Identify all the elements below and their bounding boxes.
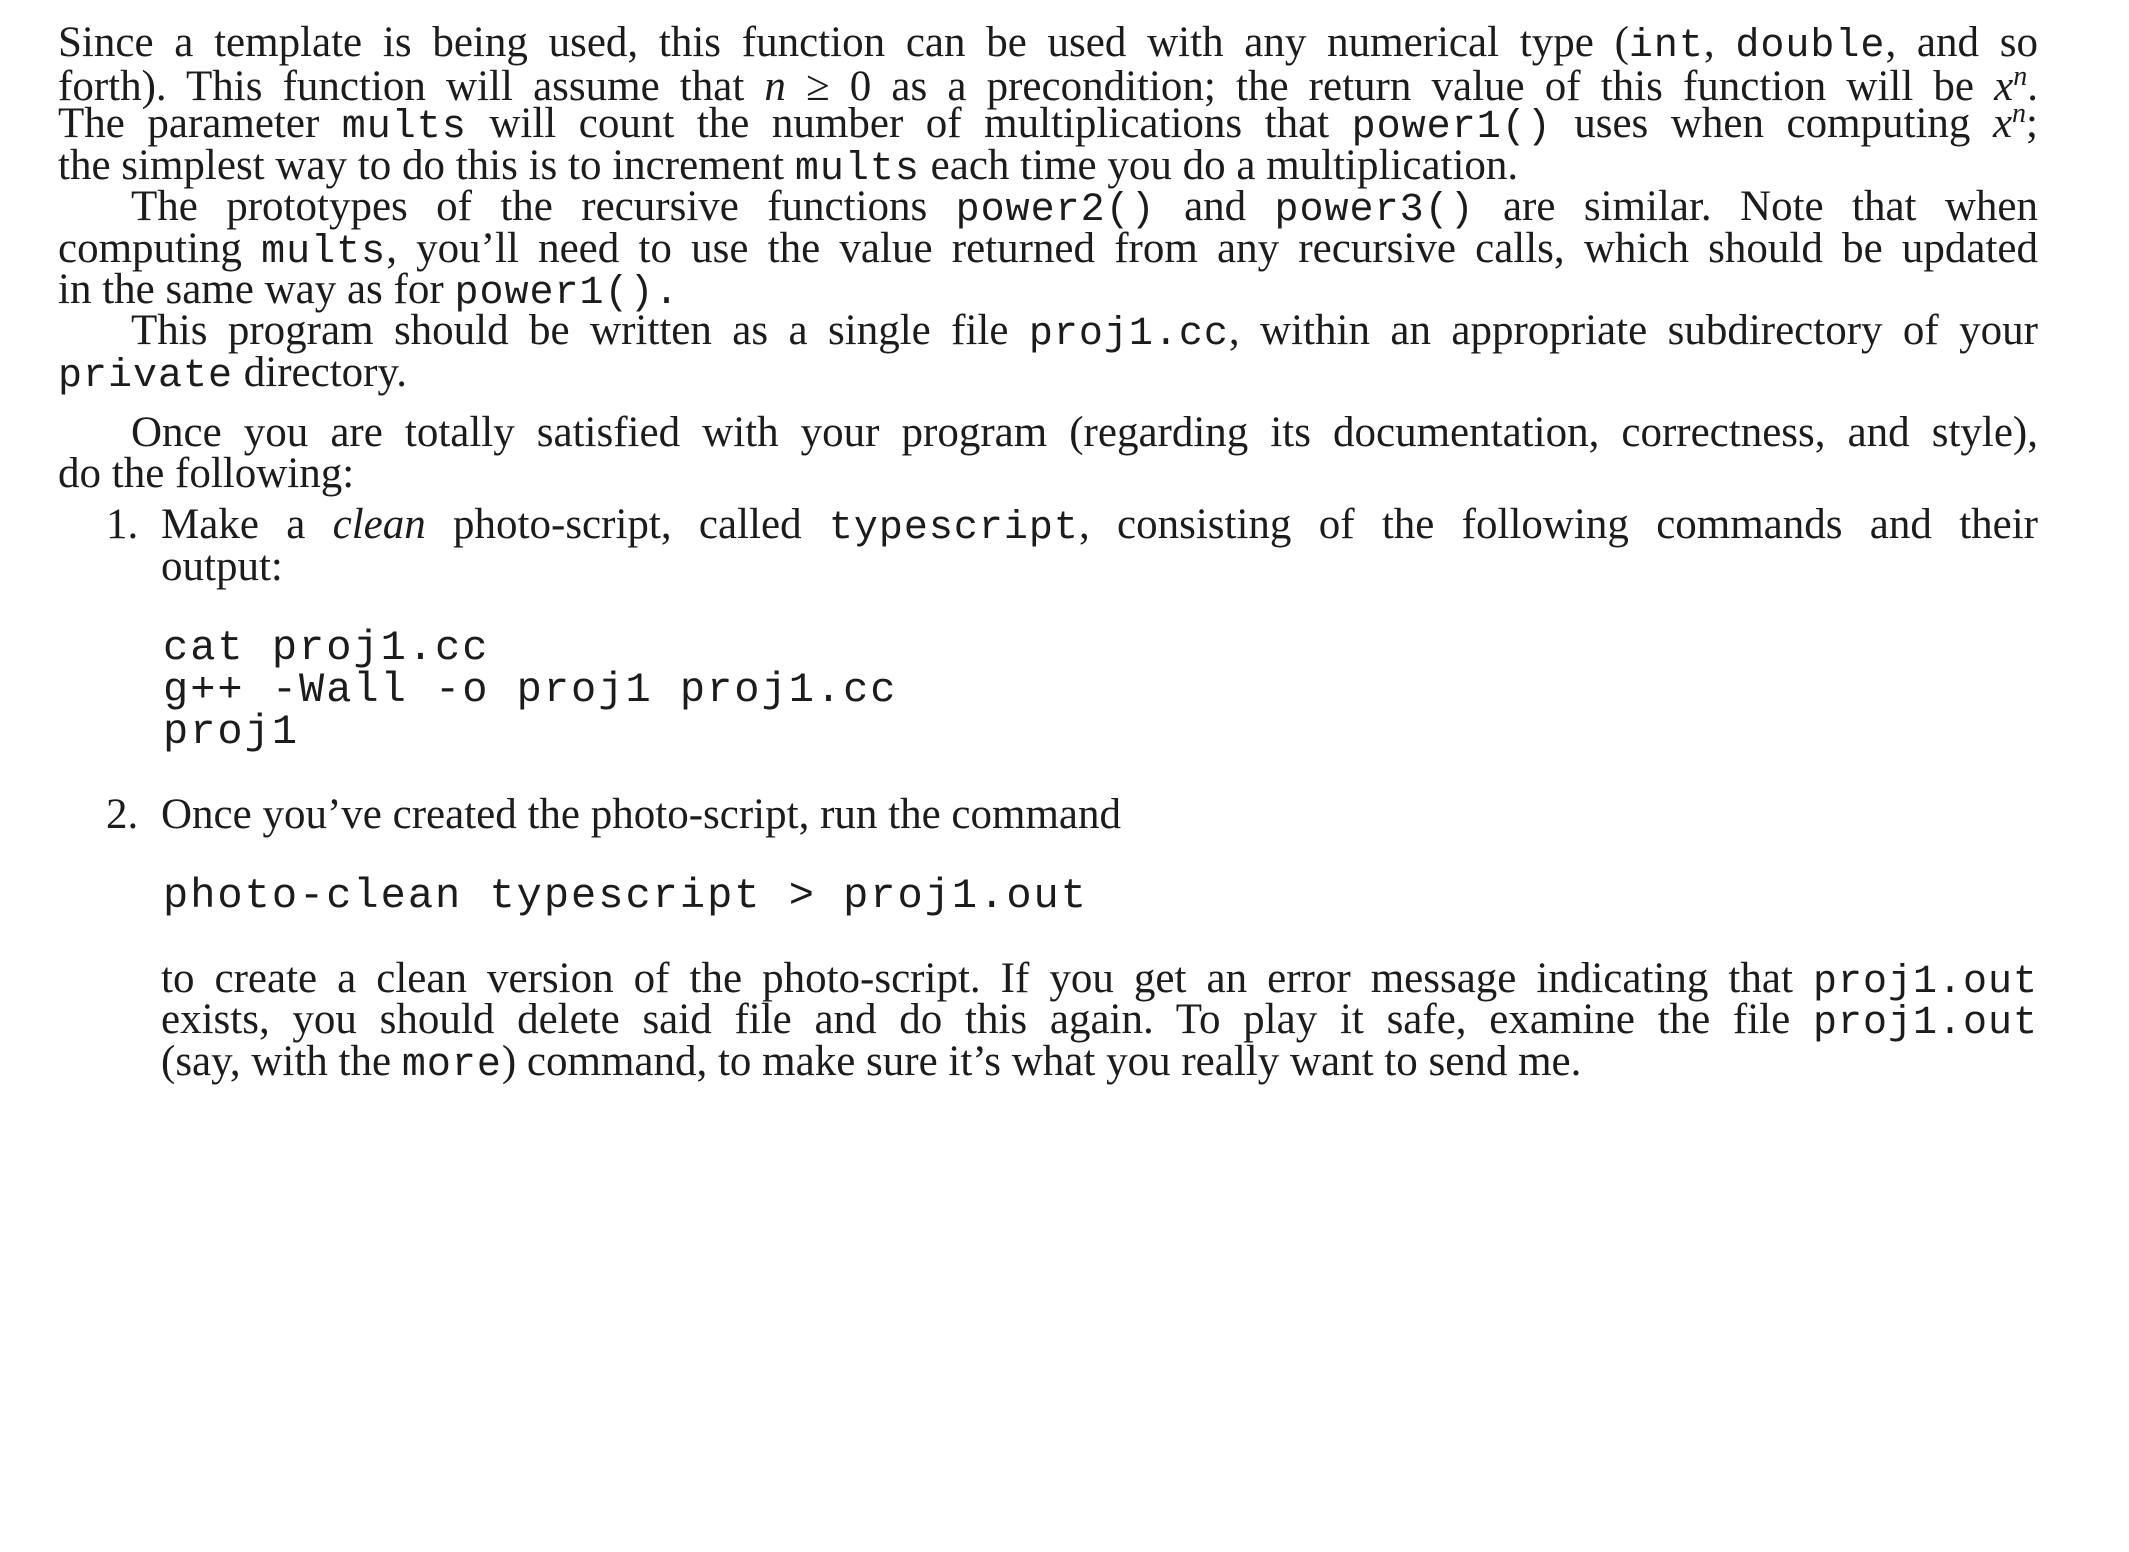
text: This program should be written as a single file <box>131 307 1029 354</box>
math-n: n <box>764 63 786 110</box>
code-line: photo-clean typescript > proj1.out <box>163 872 1088 920</box>
text: exists, you should delete said file and do this again. To play it safe, examine the file <box>161 996 1813 1043</box>
code-mults: mults <box>261 230 387 275</box>
text: The parameter <box>58 100 342 147</box>
code-power2: power2() <box>955 188 1156 233</box>
text: , <box>1703 19 1736 66</box>
text: will count the number of multiplications that <box>466 100 1352 147</box>
text: computing <box>58 225 262 272</box>
code-line: g++ -Wall -o proj1 proj1.cc <box>163 666 898 714</box>
text: , you’ll need to use the value returned from any recursive calls, which should be updated <box>386 225 2038 272</box>
code-line: cat proj1.cc <box>163 624 490 672</box>
text: . <box>2027 63 2038 110</box>
code-more: more <box>401 1043 502 1088</box>
p4-line-2 <box>58 445 354 502</box>
text: in the same way as for <box>58 266 455 313</box>
text: photo-script, called <box>425 501 829 548</box>
text: each time you do a multiplication. <box>919 142 1519 189</box>
text: do the following: <box>58 450 355 497</box>
text: (say, with the <box>161 1038 402 1085</box>
text: ≥ 0 as a precondition; the return value of this function will be <box>785 63 1995 110</box>
code-proj1-out: proj1.out <box>1812 960 2038 1005</box>
math-x: x <box>1994 63 2014 110</box>
text: output: <box>161 543 283 590</box>
math-exponent: n <box>2013 61 2028 92</box>
text: are similar. Note that when <box>1474 183 2038 230</box>
text: to create a clean version of the photo-script. If you get an error message indicating that <box>161 955 1813 1002</box>
text: ; <box>2026 100 2038 147</box>
text: Once you’ve created the photo-script, run the command <box>161 791 1121 838</box>
text: and <box>1155 183 1275 230</box>
code-proj1-out: proj1.out <box>1812 1001 2038 1046</box>
emphasis-clean: clean <box>332 501 426 548</box>
code-line: proj1 <box>163 708 300 756</box>
item1-line-1 <box>161 496 2038 557</box>
text: the simplest way to do this is to increment <box>58 142 795 189</box>
code-power1: power1() <box>1351 105 1552 150</box>
code-double: double <box>1735 24 1886 69</box>
item2-line-4 <box>161 1033 1581 1094</box>
list-number-2: 2. <box>106 791 139 838</box>
text: forth). This function will assume that <box>58 63 765 110</box>
item2-line-1 <box>161 786 1121 843</box>
math-exponent: n <box>2012 98 2027 129</box>
code-proj1-cc: proj1.cc <box>1028 312 1229 357</box>
code-mults: mults <box>794 147 920 192</box>
text: Once you are totally satisfied with your program (regarding its documentation, correctness, and style), <box>131 409 2038 456</box>
p4-line-1 <box>58 404 2038 461</box>
list-number-1: 1. <box>106 501 139 548</box>
text: Make a <box>161 501 333 548</box>
text: The prototypes of the recursive functions <box>131 183 956 230</box>
code-typescript: typescript <box>828 506 1079 551</box>
text: , consisting of the following commands and their <box>1078 501 2039 548</box>
code-int: int <box>1628 24 1704 69</box>
text: uses when computing <box>1551 100 1993 147</box>
p3-line-2 <box>58 344 407 405</box>
code-private: private <box>58 354 234 399</box>
code-mults: mults <box>341 105 467 150</box>
text: ) command, to make sure it’s what you really want to send me. <box>501 1038 1582 1085</box>
code-power1: power1(). <box>454 271 680 316</box>
item1-line-2 <box>161 538 283 595</box>
text: , and so <box>1885 19 2038 66</box>
text: , within an appropriate subdirectory of your <box>1228 307 2038 354</box>
code-power3: power3() <box>1274 188 1475 233</box>
text: Since a template is being used, this function can be used with any numerical type ( <box>58 19 1629 66</box>
text: directory. <box>233 349 407 396</box>
math-x: x <box>1992 100 2013 147</box>
